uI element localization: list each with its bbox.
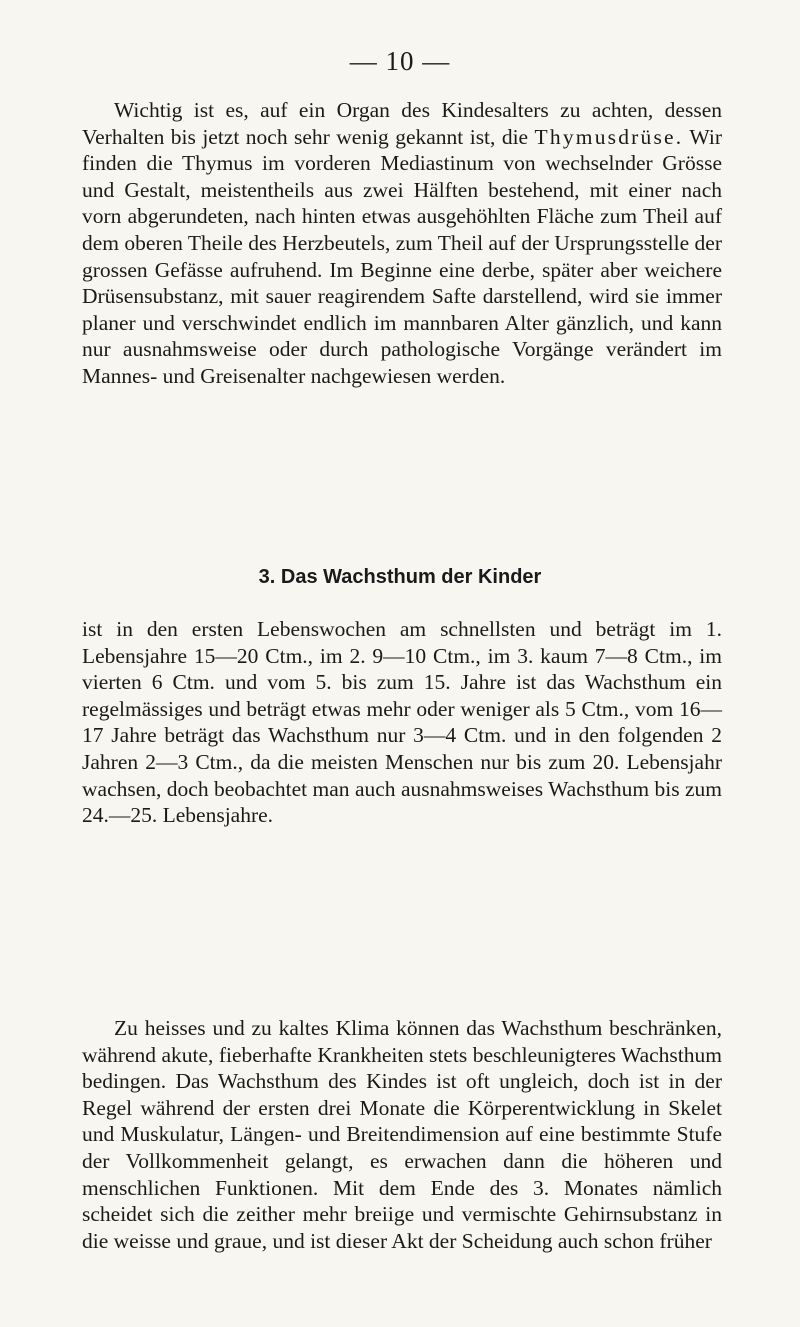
paragraph-climate: Zu heisses und zu kaltes Klima können das Wachsthum beschränken, während akute, fieberhafte Krankheiten stets beschleunigteres Wachsthum bedingen. Das Wachsthum des Kindes ist oft ungleich, doch ist in der Regel während der ersten drei Monate die Körperentwicklung in Skelet und Muskulatur, Längen- und Breitendimension auf eine bestimmte Stufe der Vollkommenheit gelangt, es erwachen dann die höheren und menschlichen Funktionen. Mit dem Ende des 3. Monates nämlich scheidet sich die zeither mehr breiige und vermischte Gehirnsubstanz in die weisse und graue, und ist dieser Akt der Scheidung auch schon früher bbox=[82, 1016, 722, 1253]
section-heading: 3. Das Wachsthum der Kinder bbox=[258, 566, 542, 588]
paragraph-thymus bbox=[82, 97, 722, 390]
page-number: — 10 — bbox=[349, 46, 451, 76]
paragraph-growth: ist in den ersten Lebenswochen am schnellsten und beträgt im 1. Lebensjahre 15—20 Ctm., im 2. 9—10 Ctm., im 3. kaum 7—8 Ctm., im vierten 6 Ctm. und vom 5. bis zum 15. Jahre ist das Wachsthum ein regelmässiges und beträgt etwas mehr oder weniger als 5 Ctm., vom 16—17 Jahre beträgt das Wachsthum nur 3—4 Ctm. und in den folgenden 2 Jahren 2—3 Ctm., da die meisten Menschen nur bis zum 20. Lebensjahr wachsen, doch beobachtet man auch ausnahmsweises Wachsthum bis zum 24.—25. Lebensjahre. bbox=[82, 617, 722, 828]
paragraph-text: Wichtig ist es, auf ein Organ des Kindesalters zu achten, dessen Verhalten bis jetzt noch sehr wenig gekannt ist, die bbox=[82, 98, 722, 149]
paragraph-text: Wir finden die Thymus im vorderen Mediastinum von wechselnder Grösse und Gestalt, meistentheils aus zwei Hälften bestehend, mit einer nach vorn abgerundeten, nach hinten etwas ausgehöhlten Fläche zum Theil auf dem oberen Theile des Herzbeutels, zum Theil auf der Ursprungsstelle der grossen Gefässe aufruhend. Im Beginne eine derbe, später aber weichere Drüsensubstanz, mit sauer reagirendem Safte darstellend, wird sie immer planer und verschwindet endlich im mannbaren Alter gänzlich, und kann nur ausnahmsweise oder durch pathologische Vorgänge verändert im Mannes- und Greisenalter nachgewiesen werden. bbox=[82, 124, 722, 388]
emphasized-term: Thymusdrüse. bbox=[534, 124, 684, 149]
